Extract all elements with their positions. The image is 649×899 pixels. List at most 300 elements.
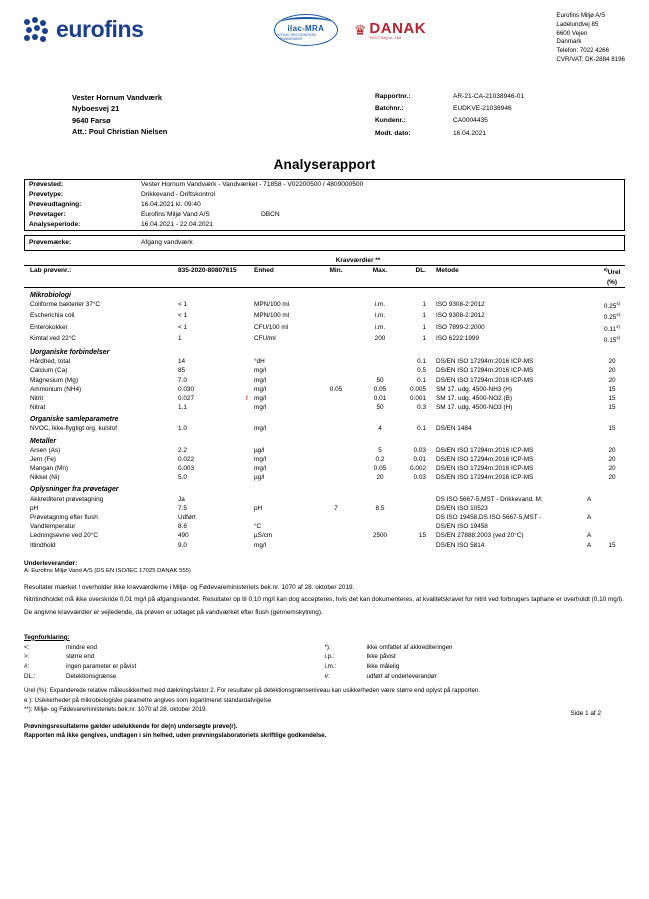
param-note bbox=[585, 455, 599, 464]
footnote: **): Miljø- og Fødevareministeriets bek.nr. 1070 af 28. oktober 2019. bbox=[24, 706, 208, 714]
param-min bbox=[314, 300, 358, 311]
legend-row: *): ikke omfattet af akkrediteringen bbox=[324, 643, 453, 651]
exceed-flag bbox=[242, 403, 252, 412]
param-value: < 1 bbox=[178, 323, 188, 331]
param-unit: mg/l bbox=[254, 455, 267, 463]
param-unc bbox=[599, 513, 625, 522]
ilac-label: ilac-MRA bbox=[287, 23, 325, 33]
note-line: Resultater mærket ! overholder ikke kravværdierne i Miljø- og Fødevareministeriets bek.nr. 1070 af 28. oktober 2019. bbox=[24, 584, 355, 592]
table-header-row2 bbox=[24, 278, 625, 288]
info-key: Prøvetype: bbox=[29, 190, 64, 198]
group-title: Uorganiske forbindelser bbox=[30, 349, 110, 357]
param-unit: µg/l bbox=[254, 474, 265, 482]
param-value: < 1 bbox=[178, 312, 188, 320]
param-method: DS/EN ISO 17294m:2016 ICP-MS bbox=[436, 358, 534, 366]
results-rows bbox=[24, 287, 625, 549]
param-unc: 20 bbox=[608, 455, 616, 463]
info-value: Eurofins Miljø Vand A/S bbox=[141, 210, 210, 218]
param-max: 20 bbox=[376, 474, 384, 482]
param-value: 490 bbox=[178, 532, 189, 540]
group-header-row bbox=[24, 434, 625, 446]
param-method: SM 17. udg. 4500-NO3 (H) bbox=[436, 404, 513, 412]
col-lab: Lab prøvenr.: bbox=[24, 266, 176, 278]
meta-key: Batchnr.: bbox=[375, 105, 404, 113]
param-note bbox=[585, 334, 599, 345]
danak-label: DANAK bbox=[369, 19, 427, 37]
exceed-flag bbox=[242, 300, 252, 311]
legend-row: <: mindre end bbox=[24, 643, 97, 651]
param-value: 0.027 bbox=[178, 394, 194, 402]
param-unc bbox=[599, 522, 625, 531]
param-dl: 15 bbox=[418, 532, 426, 540]
legend-title: Tegnforklaring: bbox=[24, 633, 70, 641]
param-unc: 20 bbox=[608, 474, 616, 482]
legend-right bbox=[325, 643, 626, 681]
param-value: 0.022 bbox=[178, 455, 194, 463]
param-dl: 1 bbox=[422, 323, 426, 331]
param-unc: 0.25$^{x)}$ bbox=[603, 300, 621, 310]
info-value-extra: DBCN bbox=[261, 210, 280, 218]
company-line: Telefon: 7022 4266 bbox=[556, 47, 610, 55]
param-min bbox=[314, 376, 358, 385]
param-method: DS ISO 5667-5,MST - Drikkevand. M: bbox=[436, 495, 543, 503]
exceed-flag bbox=[242, 513, 252, 522]
sample-mark-row bbox=[25, 236, 624, 250]
param-unit: mg/l bbox=[254, 385, 267, 393]
param-min bbox=[314, 540, 358, 549]
accreditation-marks bbox=[274, 10, 426, 46]
param-value: 0.030 bbox=[178, 385, 194, 393]
param-name: Nikkel (Ni) bbox=[30, 474, 60, 482]
param-min bbox=[314, 394, 358, 403]
param-min bbox=[314, 531, 358, 540]
table-row bbox=[24, 322, 625, 333]
param-unit: MPN/100 ml bbox=[254, 300, 290, 308]
sample-mark-key: Prøvemærke: bbox=[29, 238, 72, 246]
param-method: DS/EN 27888:2003 (ved 20°C) bbox=[436, 532, 524, 540]
param-unc: 0.15$^{x)}$ bbox=[603, 334, 621, 344]
info-key: Prøvested: bbox=[29, 180, 64, 188]
recipient-line: Att.: Poul Christian Nielsen bbox=[72, 127, 168, 137]
results-table bbox=[24, 256, 625, 550]
param-max: 0.2 bbox=[375, 455, 385, 463]
param-name: Kimtal ved 22°C bbox=[30, 334, 76, 342]
exceed-flag bbox=[242, 357, 252, 366]
eurofins-dots-logo-icon bbox=[24, 17, 50, 43]
param-unit: mg/l bbox=[254, 404, 267, 412]
param-method: ISO 9308-2:2012 bbox=[436, 312, 485, 320]
param-method: SM 17. udg. 4500-NO2 (B) bbox=[436, 394, 513, 402]
param-name: Coliforme bakterier 37°C bbox=[30, 300, 101, 308]
param-dl bbox=[402, 513, 434, 522]
param-name: Ammonium (NH4) bbox=[30, 385, 82, 393]
param-name: Jern (Fe) bbox=[30, 455, 56, 463]
ilac-mra-icon bbox=[274, 14, 338, 46]
param-note bbox=[585, 394, 599, 403]
param-max: 2500 bbox=[372, 532, 388, 540]
info-row bbox=[25, 210, 624, 220]
param-method: ISO 7899-2:2000 bbox=[436, 323, 485, 331]
table-row bbox=[24, 455, 625, 464]
exceed-flag bbox=[242, 540, 252, 549]
param-method: DS/EN ISO 10523 bbox=[436, 504, 488, 512]
param-method: DS/EN ISO 17294m:2016 ICP-MS bbox=[436, 455, 534, 463]
param-note bbox=[585, 446, 599, 455]
param-name: Hårdhed, total bbox=[30, 358, 71, 366]
param-unit: mg/l bbox=[254, 367, 267, 375]
exceed-flag bbox=[242, 424, 252, 433]
param-unit: µg/l bbox=[254, 446, 265, 454]
param-min bbox=[314, 473, 358, 482]
param-unc: 15 bbox=[608, 385, 616, 393]
param-method: DS/EN ISO 17294m:2016 ICP-MS bbox=[436, 474, 534, 482]
param-value: 1.0 bbox=[178, 425, 187, 433]
param-min bbox=[314, 424, 358, 433]
sample-mark-box bbox=[24, 235, 625, 251]
col-unit: Enhed bbox=[252, 266, 314, 278]
group-header-row bbox=[24, 287, 625, 300]
subcontractor-text: A: Eurofins Miljø Vand A/S (DS EN ISO/IEC 17025 DANAK 555) bbox=[24, 567, 191, 574]
param-note bbox=[585, 473, 599, 482]
col-dl: DL. bbox=[402, 266, 434, 278]
param-name: Iltindhold bbox=[30, 541, 56, 549]
company-line: Eurofins Miljø A/S bbox=[556, 12, 606, 19]
group-header-row bbox=[24, 412, 625, 424]
page-number: Side 1 af 2 bbox=[570, 709, 601, 717]
param-value: 5.0 bbox=[178, 474, 187, 482]
param-note bbox=[585, 403, 599, 412]
report-meta bbox=[375, 92, 625, 141]
param-dl: 0.001 bbox=[410, 394, 426, 402]
param-dl bbox=[402, 540, 434, 549]
param-name: Magnesium (Mg) bbox=[30, 376, 78, 384]
legend-left bbox=[24, 643, 325, 681]
param-dl: 0.002 bbox=[410, 465, 426, 473]
col-min: Min. bbox=[314, 266, 358, 278]
param-dl: 0.1 bbox=[417, 358, 426, 366]
param-unit: °dH bbox=[254, 358, 265, 366]
param-note bbox=[585, 522, 599, 531]
param-max: 0.01 bbox=[373, 394, 387, 402]
recipient-and-meta bbox=[24, 92, 625, 141]
meta-row bbox=[375, 129, 625, 139]
info-value: Vester Hornum Vandværk - Vandværket - 71858 - V02200500 / 4809000500 bbox=[141, 180, 364, 188]
param-method: ISO 9308-2:2012 bbox=[436, 300, 485, 308]
table-row bbox=[24, 522, 625, 531]
param-value: 0.003 bbox=[178, 465, 194, 473]
exceed-flag bbox=[242, 494, 252, 503]
param-value: 1.1 bbox=[178, 404, 187, 412]
param-max: 8.5 bbox=[375, 504, 385, 512]
info-row bbox=[25, 220, 624, 230]
meta-row bbox=[375, 104, 625, 114]
param-dl: 0.03 bbox=[413, 446, 426, 454]
table-row bbox=[24, 366, 625, 375]
exceed-flag bbox=[242, 385, 252, 394]
company-line: Ladelundvej 85 bbox=[556, 20, 599, 28]
legend-row: #: ingen parameter er påvist bbox=[24, 663, 137, 670]
param-unit: mg/l bbox=[254, 541, 267, 549]
legend-row: >: større end bbox=[24, 653, 95, 661]
param-max bbox=[358, 540, 402, 549]
param-dl: 0.03 bbox=[413, 474, 426, 482]
company-line: Danmark bbox=[556, 38, 582, 46]
param-value: 2.2 bbox=[178, 446, 187, 454]
param-dl: 0.5 bbox=[417, 367, 426, 375]
param-name: Arsen (As) bbox=[30, 446, 61, 454]
param-unc: 15 bbox=[608, 541, 616, 549]
param-note: A bbox=[587, 495, 592, 503]
param-name: Calcium (Ca) bbox=[30, 367, 68, 375]
company-address bbox=[556, 10, 625, 65]
param-value: 7.0 bbox=[178, 376, 187, 384]
param-unc: 20 bbox=[608, 376, 616, 384]
param-unit: pH bbox=[254, 504, 263, 512]
exceed-flag bbox=[242, 322, 252, 333]
param-name: Vandtemperatur bbox=[30, 523, 76, 531]
col-max: Max. bbox=[358, 266, 402, 278]
sample-mark-value: Afgang vandværk bbox=[141, 238, 193, 246]
param-name: Nitrat bbox=[30, 404, 46, 412]
param-note bbox=[585, 376, 599, 385]
recipient-line: Vester Hornum Vandværk bbox=[72, 93, 162, 102]
legend-row: DL.: Detektionsgrænse bbox=[24, 672, 117, 680]
param-dl bbox=[402, 504, 434, 513]
param-method: DS ISO 19458,DS ISO 5667-5,MST - bbox=[436, 513, 542, 521]
page-title: Analyserapport bbox=[273, 156, 376, 172]
param-value: Udført bbox=[178, 513, 196, 521]
param-max bbox=[358, 366, 402, 375]
danak-mark bbox=[354, 21, 426, 40]
exceed-flag bbox=[242, 464, 252, 473]
exceed-flag bbox=[242, 376, 252, 385]
note-line: Nitritindholdet må ikke overskride 0,01 mg/l på afgangsvandet. Resultater op til 0,10 mg/l kan dog accepteres, hvis det kan dokumenteres, at kvalitetskravet for nitrit ved forbrugers taphane er overholdt (0,10 mg/l). bbox=[24, 596, 624, 604]
param-dl bbox=[402, 494, 434, 503]
param-value: 14 bbox=[178, 358, 186, 366]
table-row bbox=[24, 494, 625, 503]
param-method: DS/EN ISO 19458 bbox=[436, 523, 488, 531]
footnote: Urel (%): Expanderede relative måleusikkerhed med dækningsfaktor 2. For resultater på detektionsgrænseniveau kan usikkerheden være større end oplyst på rapporten. bbox=[24, 687, 480, 695]
info-value: 16.04.2021 kl. 09:40 bbox=[141, 200, 201, 208]
company-line: 6600 Vejen bbox=[556, 29, 588, 37]
param-max: 50 bbox=[376, 376, 384, 384]
param-min bbox=[314, 322, 358, 333]
info-key: Prøvetager: bbox=[29, 210, 66, 218]
meta-key: Rapportnr.: bbox=[375, 93, 411, 100]
info-key: Prøveudtagning: bbox=[29, 200, 82, 208]
table-row bbox=[24, 394, 625, 403]
param-unc: 15 bbox=[608, 404, 616, 412]
param-dl: 0.1 bbox=[417, 425, 426, 433]
param-name: Escherichia coli bbox=[30, 312, 75, 320]
param-max: 200 bbox=[374, 334, 386, 342]
col-unc: $^{e)}$Urel bbox=[599, 266, 625, 278]
col-unc-pct: (%) bbox=[599, 278, 625, 288]
param-method: DS/EN ISO 17294m:2016 ICP-MS bbox=[436, 465, 534, 473]
param-unit bbox=[252, 513, 314, 522]
param-unc: 20 bbox=[608, 446, 616, 454]
exceed-flag bbox=[242, 504, 252, 513]
param-name: Mangan (Mn) bbox=[30, 465, 69, 473]
param-min bbox=[314, 311, 358, 322]
param-name: pH bbox=[30, 504, 39, 512]
legend-row: i.m.: Ikke målelig bbox=[324, 663, 400, 670]
disclaimer: Rapporten må ikke gengives, undtagen i sin helhed, uden prøvningslaboratoriets skriftlige godkendelse. bbox=[24, 731, 327, 739]
param-method: SM 17. udg. 4500-NH3 (H) bbox=[436, 385, 513, 393]
info-value: Drikkevand - Driftskontrol bbox=[141, 190, 216, 198]
table-row bbox=[24, 424, 625, 433]
param-unc: 0.25$^{x)}$ bbox=[603, 312, 621, 322]
param-note bbox=[585, 300, 599, 311]
param-dl bbox=[402, 522, 434, 531]
table-row bbox=[24, 531, 625, 540]
info-row bbox=[25, 190, 624, 200]
param-note bbox=[585, 311, 599, 322]
param-unit: µS/cm bbox=[254, 532, 273, 540]
param-max: 0.05 bbox=[373, 385, 387, 393]
param-unit: CFU/ml bbox=[254, 334, 276, 342]
param-note bbox=[585, 385, 599, 394]
param-min bbox=[314, 522, 358, 531]
exceed-flag bbox=[242, 455, 252, 464]
param-min bbox=[314, 494, 358, 503]
param-unc: 15 bbox=[608, 394, 616, 402]
crown-icon: ♛ bbox=[353, 22, 367, 38]
meta-row bbox=[375, 116, 625, 126]
meta-key: Modt. dato: bbox=[375, 129, 411, 137]
param-name: Nitrit bbox=[30, 394, 44, 402]
param-max bbox=[358, 357, 402, 366]
param-name: Prøvetagning efter flush bbox=[30, 513, 98, 521]
group-title: Mikrobiologi bbox=[30, 291, 71, 299]
param-dl: 1 bbox=[422, 300, 426, 308]
param-min bbox=[314, 357, 358, 366]
param-max bbox=[358, 494, 402, 503]
param-dl: 1 bbox=[422, 312, 426, 320]
info-key: Analyseperiode: bbox=[29, 220, 81, 228]
param-unit: MPN/100 ml bbox=[254, 312, 290, 320]
param-unc: 0.11$^{x)}$ bbox=[604, 323, 620, 333]
param-unc: 20 bbox=[608, 465, 616, 473]
param-note bbox=[585, 322, 599, 333]
table-row bbox=[24, 504, 625, 513]
param-unc: 15 bbox=[608, 425, 616, 433]
param-unit: mg/l bbox=[254, 425, 267, 433]
sample-info-box bbox=[24, 179, 625, 231]
table-row bbox=[24, 403, 625, 412]
param-min bbox=[314, 455, 358, 464]
company-line: CVR/VAT: DK-2884 8196 bbox=[556, 55, 625, 63]
param-unc bbox=[599, 494, 625, 503]
param-note bbox=[585, 357, 599, 366]
meta-row bbox=[375, 92, 625, 102]
param-unit: mg/l bbox=[254, 394, 267, 402]
param-max bbox=[358, 522, 402, 531]
group-header-row bbox=[24, 482, 625, 494]
legend bbox=[24, 643, 625, 681]
param-unc: 20 bbox=[608, 358, 616, 366]
param-dl: 1 bbox=[422, 334, 426, 342]
param-dl: 0.01 bbox=[413, 455, 426, 463]
meta-value: 16.04.2021 bbox=[453, 129, 487, 137]
param-value: 9.0 bbox=[178, 541, 187, 549]
param-method: DS/EN ISO 17294m:2016 ICP-MS bbox=[436, 446, 534, 454]
param-name: Akkrediteret prøvetagning bbox=[30, 495, 104, 503]
footnote: e ): Usikkerheder på mikrobiologiske parametre angives som logaritmeret standardafvigelse bbox=[24, 696, 272, 704]
param-note bbox=[585, 366, 599, 375]
param-note: A bbox=[587, 541, 592, 549]
param-method: DS/EN ISO 17294m:2016 ICP-MS bbox=[436, 376, 534, 384]
param-method: DS/EN ISO 17294m:2016 ICP-MS bbox=[436, 367, 534, 375]
col-method: Metode bbox=[434, 266, 585, 278]
exceed-flag bbox=[242, 522, 252, 531]
ilac-sub: MUTUAL RECOGNITION ARRANGEMENT bbox=[274, 32, 316, 41]
info-row bbox=[25, 200, 624, 210]
param-min bbox=[314, 513, 358, 522]
param-method: DS/EN ISO 5814 bbox=[436, 541, 485, 549]
param-value: < 1 bbox=[178, 300, 188, 308]
note-line: De angivne kravværdier er vejledende, da prøven er udtaget på vandværket efter flush (gennemskylning). bbox=[24, 608, 323, 616]
param-note: A bbox=[587, 513, 592, 521]
param-unit: mg/l bbox=[254, 465, 267, 473]
meta-value: AR-21-CA-21038946-01 bbox=[453, 93, 525, 100]
param-unit bbox=[252, 494, 314, 503]
param-unit: mg/l bbox=[254, 376, 267, 384]
param-max: i.m. bbox=[374, 323, 386, 331]
param-unit: CFU/100 ml bbox=[254, 323, 289, 331]
meta-value: EUDKVE-21038946 bbox=[453, 105, 512, 113]
param-max: i.m. bbox=[374, 312, 386, 320]
document-header bbox=[24, 10, 625, 68]
exceed-flag bbox=[242, 311, 252, 322]
table-row bbox=[24, 311, 625, 322]
param-value: 85 bbox=[178, 367, 186, 375]
param-unc bbox=[599, 531, 625, 540]
info-row bbox=[25, 180, 624, 190]
param-min: 0.05 bbox=[329, 385, 343, 393]
table-row bbox=[24, 464, 625, 473]
param-min bbox=[314, 446, 358, 455]
meta-key: Kundenr.: bbox=[375, 117, 406, 125]
param-method: ISO 6222:1999 bbox=[436, 334, 479, 342]
recipient-line: Nyboesvej 21 bbox=[72, 104, 120, 114]
group-title: Oplysninger fra prøvetager bbox=[30, 486, 119, 494]
param-max: 5 bbox=[378, 446, 382, 454]
table-row bbox=[24, 446, 625, 455]
param-method: DS/EN 1484 bbox=[436, 425, 472, 433]
param-note: A bbox=[587, 532, 592, 540]
table-row bbox=[24, 300, 625, 311]
table-row bbox=[24, 473, 625, 482]
exceed-flag bbox=[242, 446, 252, 455]
param-max: 50 bbox=[376, 404, 384, 412]
table-header-krav-row bbox=[24, 256, 625, 266]
param-value: 8.6 bbox=[178, 523, 187, 531]
legend-row: i.p.: Ikke påvist bbox=[324, 653, 396, 661]
param-max: i.m. bbox=[374, 300, 386, 308]
param-dl: 0.1 bbox=[417, 376, 426, 384]
danak-regno: TEST Reg.nr. 168 bbox=[369, 35, 402, 40]
table-header-row bbox=[24, 266, 625, 278]
table-row bbox=[24, 334, 625, 345]
param-note bbox=[585, 504, 599, 513]
exceed-flag bbox=[242, 473, 252, 482]
recipient-address bbox=[24, 92, 167, 141]
recipient-line: 9640 Farsø bbox=[72, 115, 111, 125]
exceed-flag bbox=[242, 531, 252, 540]
subcontractor-title: Underleverandør: bbox=[24, 559, 78, 567]
table-row bbox=[24, 376, 625, 385]
